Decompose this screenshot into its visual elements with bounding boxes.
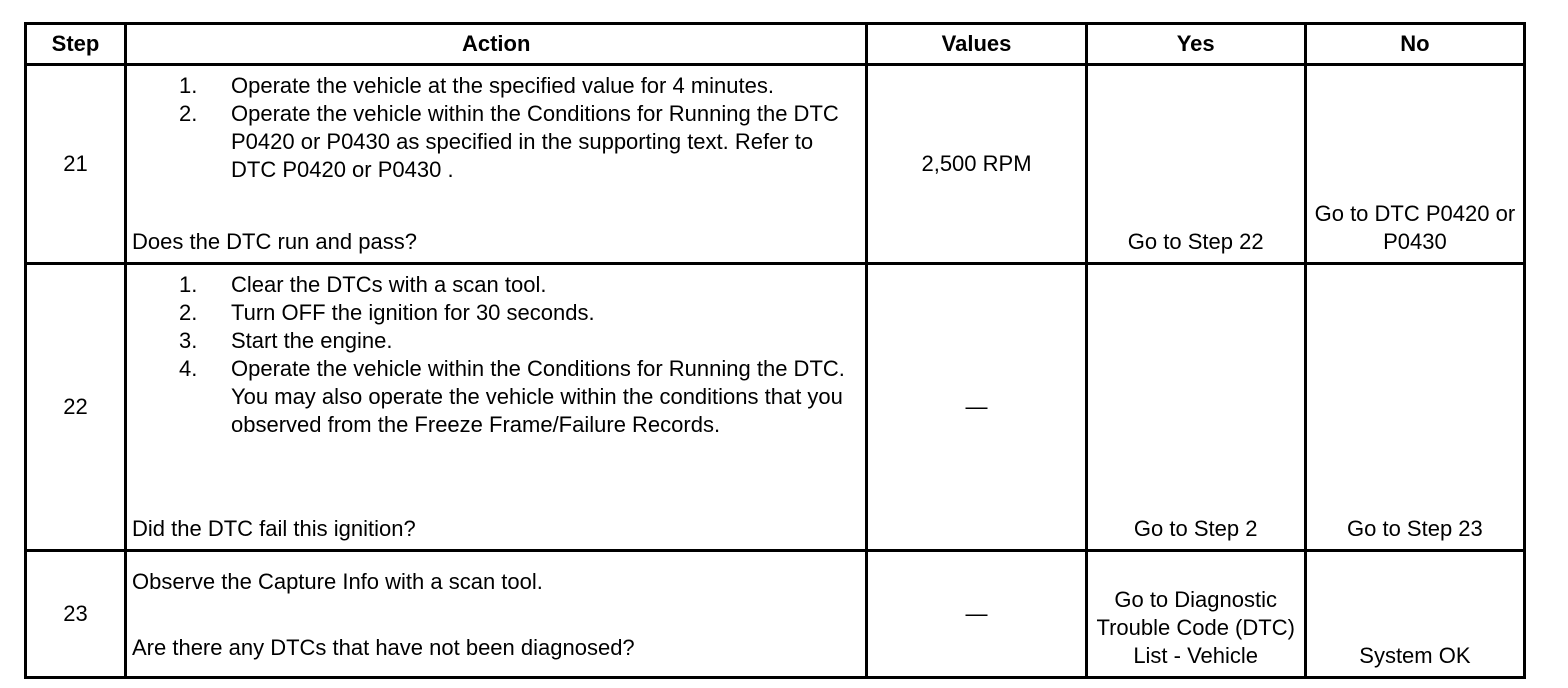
- list-item: [127, 100, 865, 184]
- list-item-text: Start the engine.: [231, 328, 393, 353]
- header-yes: Yes: [1086, 24, 1305, 65]
- list-item-number: 1.: [179, 73, 198, 98]
- table-row: [26, 264, 1525, 551]
- step-number: 23: [26, 551, 126, 678]
- header-no: No: [1305, 24, 1524, 65]
- header-values: Values: [867, 24, 1086, 65]
- list-item: [127, 299, 865, 327]
- list-item-text: Clear the DTCs with a scan tool.: [231, 272, 547, 297]
- yes-cell: Go to Step 22: [1086, 65, 1305, 264]
- no-cell: System OK: [1305, 551, 1524, 678]
- list-item-text: Operate the vehicle within the Conditions for Running the DTC. You may also operate the vehicle within the conditions that you observed from the Freeze Frame/Failure Records.: [231, 356, 845, 437]
- list-item-text: Operate the vehicle within the Conditions for Running the DTC P0420 or P0430 as specified in the supporting text. Refer to DTC P0420 or P0430 .: [231, 101, 839, 182]
- table-row: [26, 551, 1525, 678]
- diagnostic-table: [24, 22, 1526, 679]
- list-item: [127, 327, 865, 355]
- action-cell: [126, 65, 867, 264]
- list-item-text: Turn OFF the ignition for 30 seconds.: [231, 300, 595, 325]
- list-item-number: 1.: [179, 272, 198, 297]
- list-item-number: 3.: [179, 328, 198, 353]
- header-row: [26, 24, 1525, 65]
- no-cell: Go to DTC P0420 or P0430: [1305, 65, 1524, 264]
- step-number: 21: [26, 65, 126, 264]
- action-steps-list: [127, 271, 865, 439]
- list-item-number: 2.: [179, 300, 198, 325]
- action-cell: [126, 264, 867, 551]
- list-item-text: Operate the vehicle at the specified value for 4 minutes.: [231, 73, 774, 98]
- table-row: [26, 65, 1525, 264]
- list-item: [127, 271, 865, 299]
- list-item-number: 2.: [179, 101, 198, 126]
- action-question: Did the DTC fail this ignition?: [132, 516, 416, 541]
- values-cell: —: [867, 551, 1086, 678]
- action-question: Are there any DTCs that have not been diagnosed?: [132, 635, 635, 660]
- list-item: [127, 72, 865, 100]
- header-step: Step: [26, 24, 126, 65]
- values-cell: —: [867, 264, 1086, 551]
- action-question: Does the DTC run and pass?: [132, 229, 417, 254]
- list-item: [127, 355, 865, 439]
- header-action: Action: [126, 24, 867, 65]
- yes-cell: Go to Diagnostic Trouble Code (DTC) List - Vehicle: [1086, 551, 1305, 678]
- step-number: 22: [26, 264, 126, 551]
- values-cell: 2,500 RPM: [867, 65, 1086, 264]
- yes-cell: Go to Step 2: [1086, 264, 1305, 551]
- no-cell: Go to Step 23: [1305, 264, 1524, 551]
- list-item-number: 4.: [179, 356, 198, 381]
- action-steps-list: [127, 72, 865, 184]
- action-instruction: Observe the Capture Info with a scan tool.: [132, 569, 543, 594]
- action-cell: [126, 551, 867, 678]
